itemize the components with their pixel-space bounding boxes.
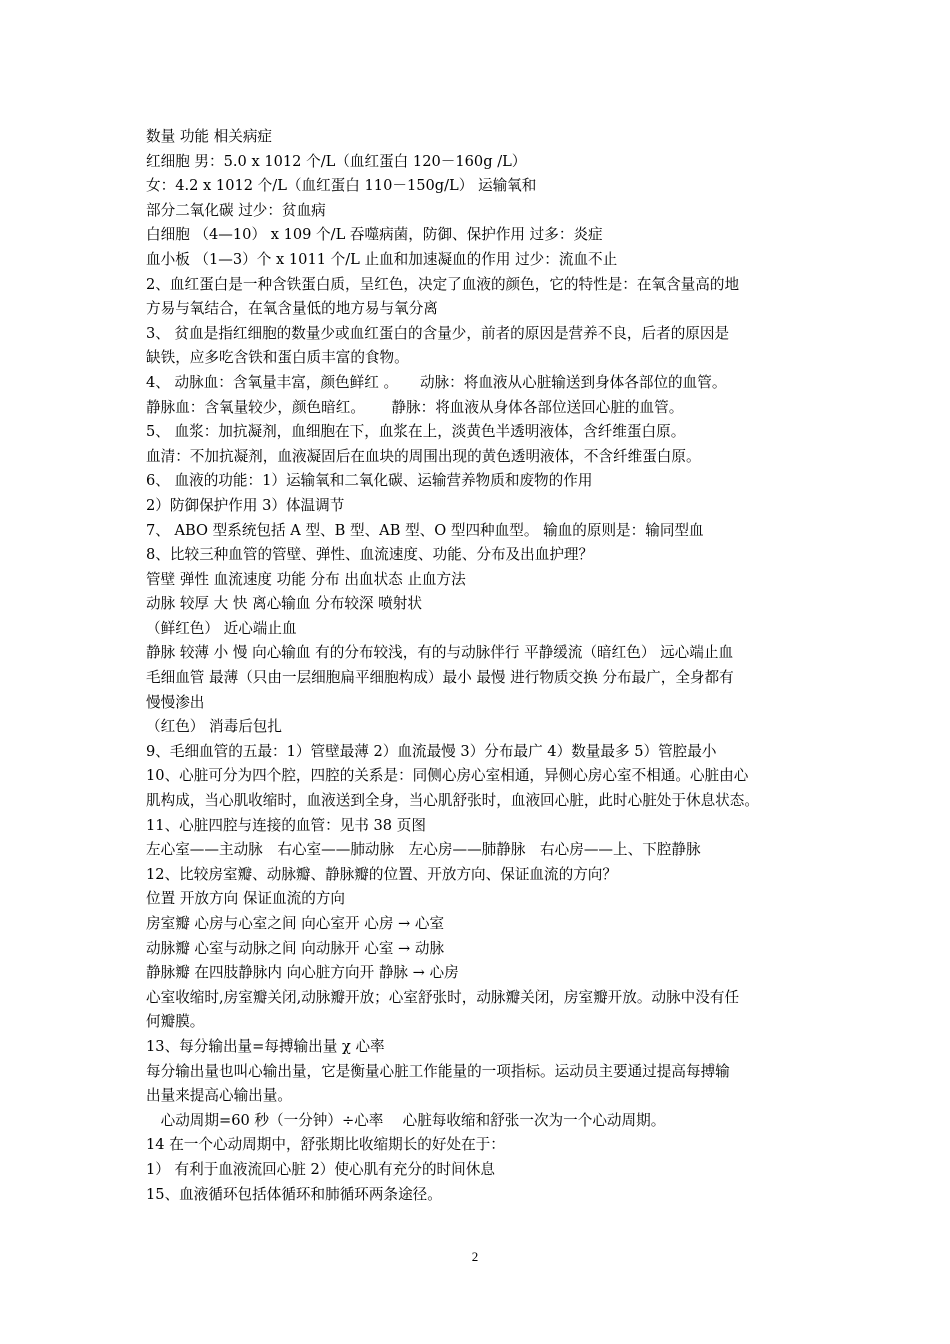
text-line: 血小板 （1—3）个 x 1011 个/L 止血和加速凝血的作用 过少：流血不止 — [146, 250, 618, 268]
text-line: 静脉血：含氧量较少，颜色暗红。 静脉：将血液从身体各部位送回心脏的血管。 — [146, 398, 684, 416]
text-line: 9、毛细血管的五最：1）管壁最薄 2）血流最慢 3）分布最广 4）数量最多 5）管腔最小 — [146, 742, 717, 760]
text-line: 数量 功能 相关病症 — [146, 128, 273, 145]
text-line: 1） 有利于血液流回心脏 2）使心肌有充分的时间休息 — [146, 1160, 495, 1178]
text-line: 何瓣膜。 — [146, 1013, 205, 1031]
text-line: 7、 ABO 型系统包括 A 型、B 型、AB 型、O 型四种血型。 输血的原则是：输同型血 — [146, 521, 704, 539]
text-line: 位置 开放方向 保证血流的方向 — [146, 890, 345, 908]
text-line: 11、心脏四腔与连接的血管：见书 38 页图 — [146, 816, 426, 834]
text-line: 慢慢渗出 — [146, 693, 205, 711]
text-line: 缺铁，应多吃含铁和蛋白质丰富的食物。 — [146, 349, 409, 367]
text-line: 左心室——主动脉 右心室——肺动脉 左心房——肺静脉 右心房——上、下腔静脉 — [146, 841, 701, 859]
text-line: 动脉 较厚 大 快 离心输血 分布较深 喷射状 — [146, 595, 422, 613]
text-line: 4、 动脉血：含氧量丰富，颜色鲜红 。 动脉：将血液从心脏输送到身体各部位的血管。 — [146, 373, 727, 391]
text-line: 房室瓣 心房与心室之间 向心室开 心房 → 心室 — [146, 915, 445, 932]
text-line: 出量来提高心输出量。 — [146, 1087, 292, 1105]
text-line: 静脉 较薄 小 慢 向心输血 有的分布较浅，有的与动脉伴行 平静缓流（暗红色） 远心端止血 — [146, 644, 734, 662]
text-line: 2、血红蛋白是一种含铁蛋白质，呈红色，决定了血液的颜色，它的特性是：在氧含量高的地 — [146, 275, 740, 293]
text-line: 每分输出量也叫心输出量，它是衡量心脏工作能量的一项指标。运动员主要通过提高每搏输 — [146, 1062, 730, 1080]
text-line: 动脉瓣 心室与动脉之间 向动脉开 心室 → 动脉 — [146, 939, 445, 957]
text-line: 红细胞 男：5.0 x 1012 个/L（血红蛋白 120－160g /L） — [146, 152, 527, 170]
text-line: 静脉瓣 在四肢静脉内 向心脏方向开 静脉 → 心房 — [146, 964, 459, 982]
text-line: 心动周期=60 秒（一分钟）÷心率 心脏每收缩和舒张一次为一个心动周期。 — [146, 1111, 666, 1129]
text-line: 5、 血浆：加抗凝剂，血细胞在下，血浆在上，淡黄色半透明液体，含纤维蛋白原。 — [146, 423, 686, 441]
text-line: 方易与氧结合，在氧含量低的地方易与氧分离 — [146, 300, 438, 318]
text-line: 6、 血液的功能：1）运输氧和二氧化碳、运输营养物质和废物的作用 — [146, 472, 593, 490]
page-number: 2 — [471, 1249, 479, 1264]
text-line: 血清：不加抗凝剂，血液凝固后在血块的周围出现的黄色透明液体，不含纤维蛋白原。 — [146, 447, 701, 465]
text-line: 2）防御保护作用 3）体温调节 — [146, 496, 345, 514]
text-line: 肌构成，当心肌收缩时，血液送到全身，当心肌舒张时，血液回心脏，此时心脏处于休息状态。 — [146, 792, 759, 810]
text-line: 心室收缩时,房室瓣关闭,动脉瓣开放；心室舒张时，动脉瓣关闭，房室瓣开放。动脉中没有任 — [146, 988, 740, 1006]
text-line: 8、比较三种血管的管壁、弹性、血流速度、功能、分布及出血护理？ — [146, 546, 594, 564]
text-line: 女：4.2 x 1012 个/L（血红蛋白 110－150g/L） 运输氧和 — [146, 177, 537, 195]
text-line: 白细胞 （4—10） x 109 个/L 吞噬病菌，防御、保护作用 过多：炎症 — [146, 226, 603, 244]
text-line: 毛细血管 最薄（只由一层细胞扁平细胞构成）最小 最慢 进行物质交换 分布最广，全身都有 — [146, 669, 734, 687]
text-line: 13、每分输出量=每搏输出量 χ 心率 — [146, 1037, 385, 1055]
text-line: （鲜红色） 近心端止血 — [146, 619, 297, 637]
text-line: （红色） 消毒后包扎 — [146, 718, 282, 736]
text-line: 3、 贫血是指红细胞的数量少或血红蛋白的含量少，前者的原因是营养不良，后者的原因是 — [146, 324, 730, 342]
text-line: 14 在一个心动周期中，舒张期比收缩期长的好处在于： — [146, 1136, 505, 1154]
document-body — [146, 125, 811, 1207]
text-line: 管壁 弹性 血流速度 功能 分布 出血状态 止血方法 — [146, 570, 466, 588]
text-line: 10、心脏可分为四个腔，四腔的关系是：同侧心房心室相通，异侧心房心室不相通。心脏由心 — [146, 767, 749, 785]
text-line: 15、血液循环包括体循环和肺循环两条途径。 — [146, 1185, 442, 1203]
text-line: 部分二氧化碳 过少：贫血病 — [146, 201, 326, 219]
text-line: 12、比较房室瓣、动脉瓣、静脉瓣的位置、开放方向、保证血流的方向？ — [146, 865, 617, 883]
